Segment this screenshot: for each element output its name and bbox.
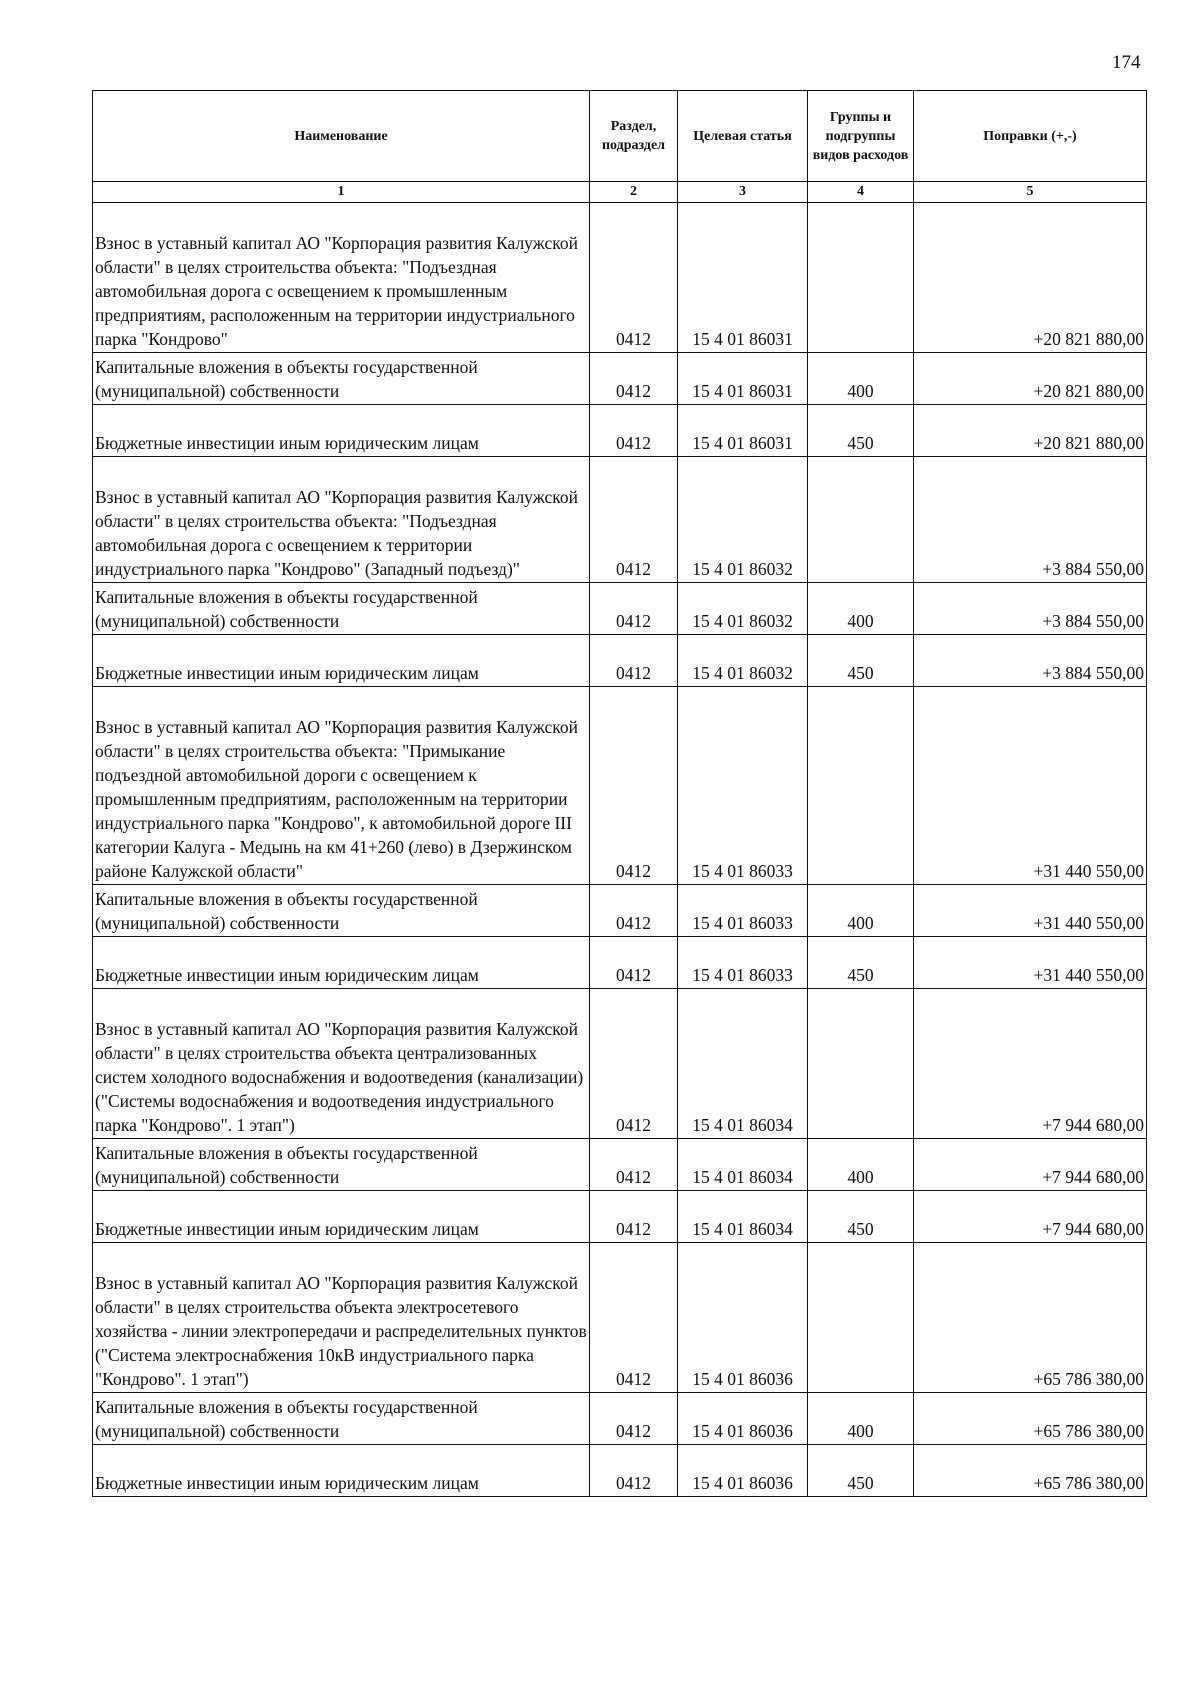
header-name: Наименование: [93, 91, 590, 182]
row-article: 15 4 01 86031: [678, 353, 808, 405]
row-group: [808, 203, 914, 353]
row-amount: +31 440 550,00: [914, 687, 1147, 885]
row-name: Взнос в уставный капитал АО "Корпорация развития Калужской области" в целях строительства объекта централизованных систем холодного водоснабжения и водоотведения (канализации) ("Системы водоснабжения и водоотведения индустриального парка "Кондрово". 1 этап"): [93, 989, 590, 1139]
row-group: 400: [808, 353, 914, 405]
column-number: 3: [678, 182, 808, 203]
table-row: [93, 937, 1147, 989]
table-row: [93, 1445, 1147, 1497]
table-row: [93, 1139, 1147, 1191]
row-group: 450: [808, 1445, 914, 1497]
row-amount: +65 786 380,00: [914, 1393, 1147, 1445]
row-section: 0412: [590, 583, 678, 635]
table-row: [93, 405, 1147, 457]
row-section: 0412: [590, 1243, 678, 1393]
row-section: 0412: [590, 1445, 678, 1497]
row-name: Капитальные вложения в объекты государственной (муниципальной) собственности: [93, 885, 590, 937]
row-amount: +20 821 880,00: [914, 353, 1147, 405]
row-amount: +3 884 550,00: [914, 457, 1147, 583]
row-amount: +31 440 550,00: [914, 885, 1147, 937]
table-row: [93, 353, 1147, 405]
table-row: [93, 1393, 1147, 1445]
row-name: Капитальные вложения в объекты государственной (муниципальной) собственности: [93, 1139, 590, 1191]
row-article: 15 4 01 86032: [678, 635, 808, 687]
table-row: [93, 1191, 1147, 1243]
row-amount: +65 786 380,00: [914, 1243, 1147, 1393]
table-row: [93, 203, 1147, 353]
table-header-row: [93, 91, 1147, 182]
row-article: 15 4 01 86036: [678, 1393, 808, 1445]
row-amount: +7 944 680,00: [914, 1139, 1147, 1191]
row-amount: +3 884 550,00: [914, 583, 1147, 635]
row-section: 0412: [590, 203, 678, 353]
row-section: 0412: [590, 989, 678, 1139]
row-name: Бюджетные инвестиции иным юридическим лицам: [93, 405, 590, 457]
row-amount: +3 884 550,00: [914, 635, 1147, 687]
row-article: 15 4 01 86033: [678, 687, 808, 885]
column-number: 1: [93, 182, 590, 203]
row-section: 0412: [590, 1139, 678, 1191]
row-name: Взнос в уставный капитал АО "Корпорация развития Калужской области" в целях строительства объекта: "Примыкание подъездной автомобильной дороги с освещением к промышленным предприятиям, расположенным на территории индустриального парка "Кондрово", к автомобильной дороге III категории Калуга - Медынь на км 41+260 (лево) в Дзержинском районе Калужской области": [93, 687, 590, 885]
row-amount: +7 944 680,00: [914, 989, 1147, 1139]
row-name: Бюджетные инвестиции иным юридическим лицам: [93, 1445, 590, 1497]
row-group: 450: [808, 1191, 914, 1243]
row-group: 400: [808, 885, 914, 937]
row-article: 15 4 01 86034: [678, 1191, 808, 1243]
row-amount: +31 440 550,00: [914, 937, 1147, 989]
row-amount: +20 821 880,00: [914, 203, 1147, 353]
row-group: [808, 1243, 914, 1393]
column-number: 5: [914, 182, 1147, 203]
row-section: 0412: [590, 405, 678, 457]
row-name: Взнос в уставный капитал АО "Корпорация развития Калужской области" в целях строительства объекта: "Подъездная автомобильная дорога с освещением к территории индустриального парка "Кондрово" (Западный подъезд)": [93, 457, 590, 583]
row-section: 0412: [590, 1393, 678, 1445]
page-number: 174: [1112, 52, 1141, 73]
table-row: [93, 1243, 1147, 1393]
table-row: [93, 885, 1147, 937]
row-group: 450: [808, 635, 914, 687]
row-article: 15 4 01 86034: [678, 989, 808, 1139]
row-amount: +20 821 880,00: [914, 405, 1147, 457]
column-number-row: [93, 182, 1147, 203]
row-article: 15 4 01 86031: [678, 405, 808, 457]
row-section: 0412: [590, 687, 678, 885]
row-name: Бюджетные инвестиции иным юридическим лицам: [93, 937, 590, 989]
row-name: Бюджетные инвестиции иным юридическим лицам: [93, 1191, 590, 1243]
row-group: 400: [808, 1393, 914, 1445]
row-group: [808, 989, 914, 1139]
row-name: Бюджетные инвестиции иным юридическим лицам: [93, 635, 590, 687]
row-article: 15 4 01 86031: [678, 203, 808, 353]
row-name: Капитальные вложения в объекты государственной (муниципальной) собственности: [93, 353, 590, 405]
row-group: [808, 687, 914, 885]
row-name: Взнос в уставный капитал АО "Корпорация развития Калужской области" в целях строительства объекта: "Подъездная автомобильная дорога с освещением к промышленным предприятиям, расположенным на территории индустриального парка "Кондрово": [93, 203, 590, 353]
header-groups: Группы и подгруппы видов расходов: [808, 91, 914, 182]
row-article: 15 4 01 86036: [678, 1243, 808, 1393]
row-section: 0412: [590, 885, 678, 937]
row-article: 15 4 01 86034: [678, 1139, 808, 1191]
table-row: [93, 457, 1147, 583]
header-section: Раздел, подраздел: [590, 91, 678, 182]
row-section: 0412: [590, 353, 678, 405]
row-name: Капитальные вложения в объекты государственной (муниципальной) собственности: [93, 1393, 590, 1445]
column-number: 4: [808, 182, 914, 203]
row-group: [808, 457, 914, 583]
row-section: 0412: [590, 635, 678, 687]
row-article: 15 4 01 86033: [678, 937, 808, 989]
table-row: [93, 635, 1147, 687]
row-article: 15 4 01 86033: [678, 885, 808, 937]
row-section: 0412: [590, 937, 678, 989]
header-amendments: Поправки (+,-): [914, 91, 1147, 182]
row-section: 0412: [590, 457, 678, 583]
row-group: 400: [808, 1139, 914, 1191]
header-article: Целевая статья: [678, 91, 808, 182]
row-amount: +7 944 680,00: [914, 1191, 1147, 1243]
row-article: 15 4 01 86032: [678, 457, 808, 583]
row-group: 450: [808, 937, 914, 989]
row-section: 0412: [590, 1191, 678, 1243]
row-group: 450: [808, 405, 914, 457]
table-row: [93, 583, 1147, 635]
table-row: [93, 687, 1147, 885]
column-number: 2: [590, 182, 678, 203]
row-article: 15 4 01 86036: [678, 1445, 808, 1497]
row-name: Капитальные вложения в объекты государственной (муниципальной) собственности: [93, 583, 590, 635]
table-row: [93, 989, 1147, 1139]
budget-amendments-table: [92, 90, 1147, 1497]
row-amount: +65 786 380,00: [914, 1445, 1147, 1497]
row-article: 15 4 01 86032: [678, 583, 808, 635]
row-group: 400: [808, 583, 914, 635]
row-name: Взнос в уставный капитал АО "Корпорация развития Калужской области" в целях строительства объекта электросетевого хозяйства - линии электропередачи и распределительных пунктов ("Система электроснабжения 10кВ индустриального парка "Кондрово". 1 этап"): [93, 1243, 590, 1393]
